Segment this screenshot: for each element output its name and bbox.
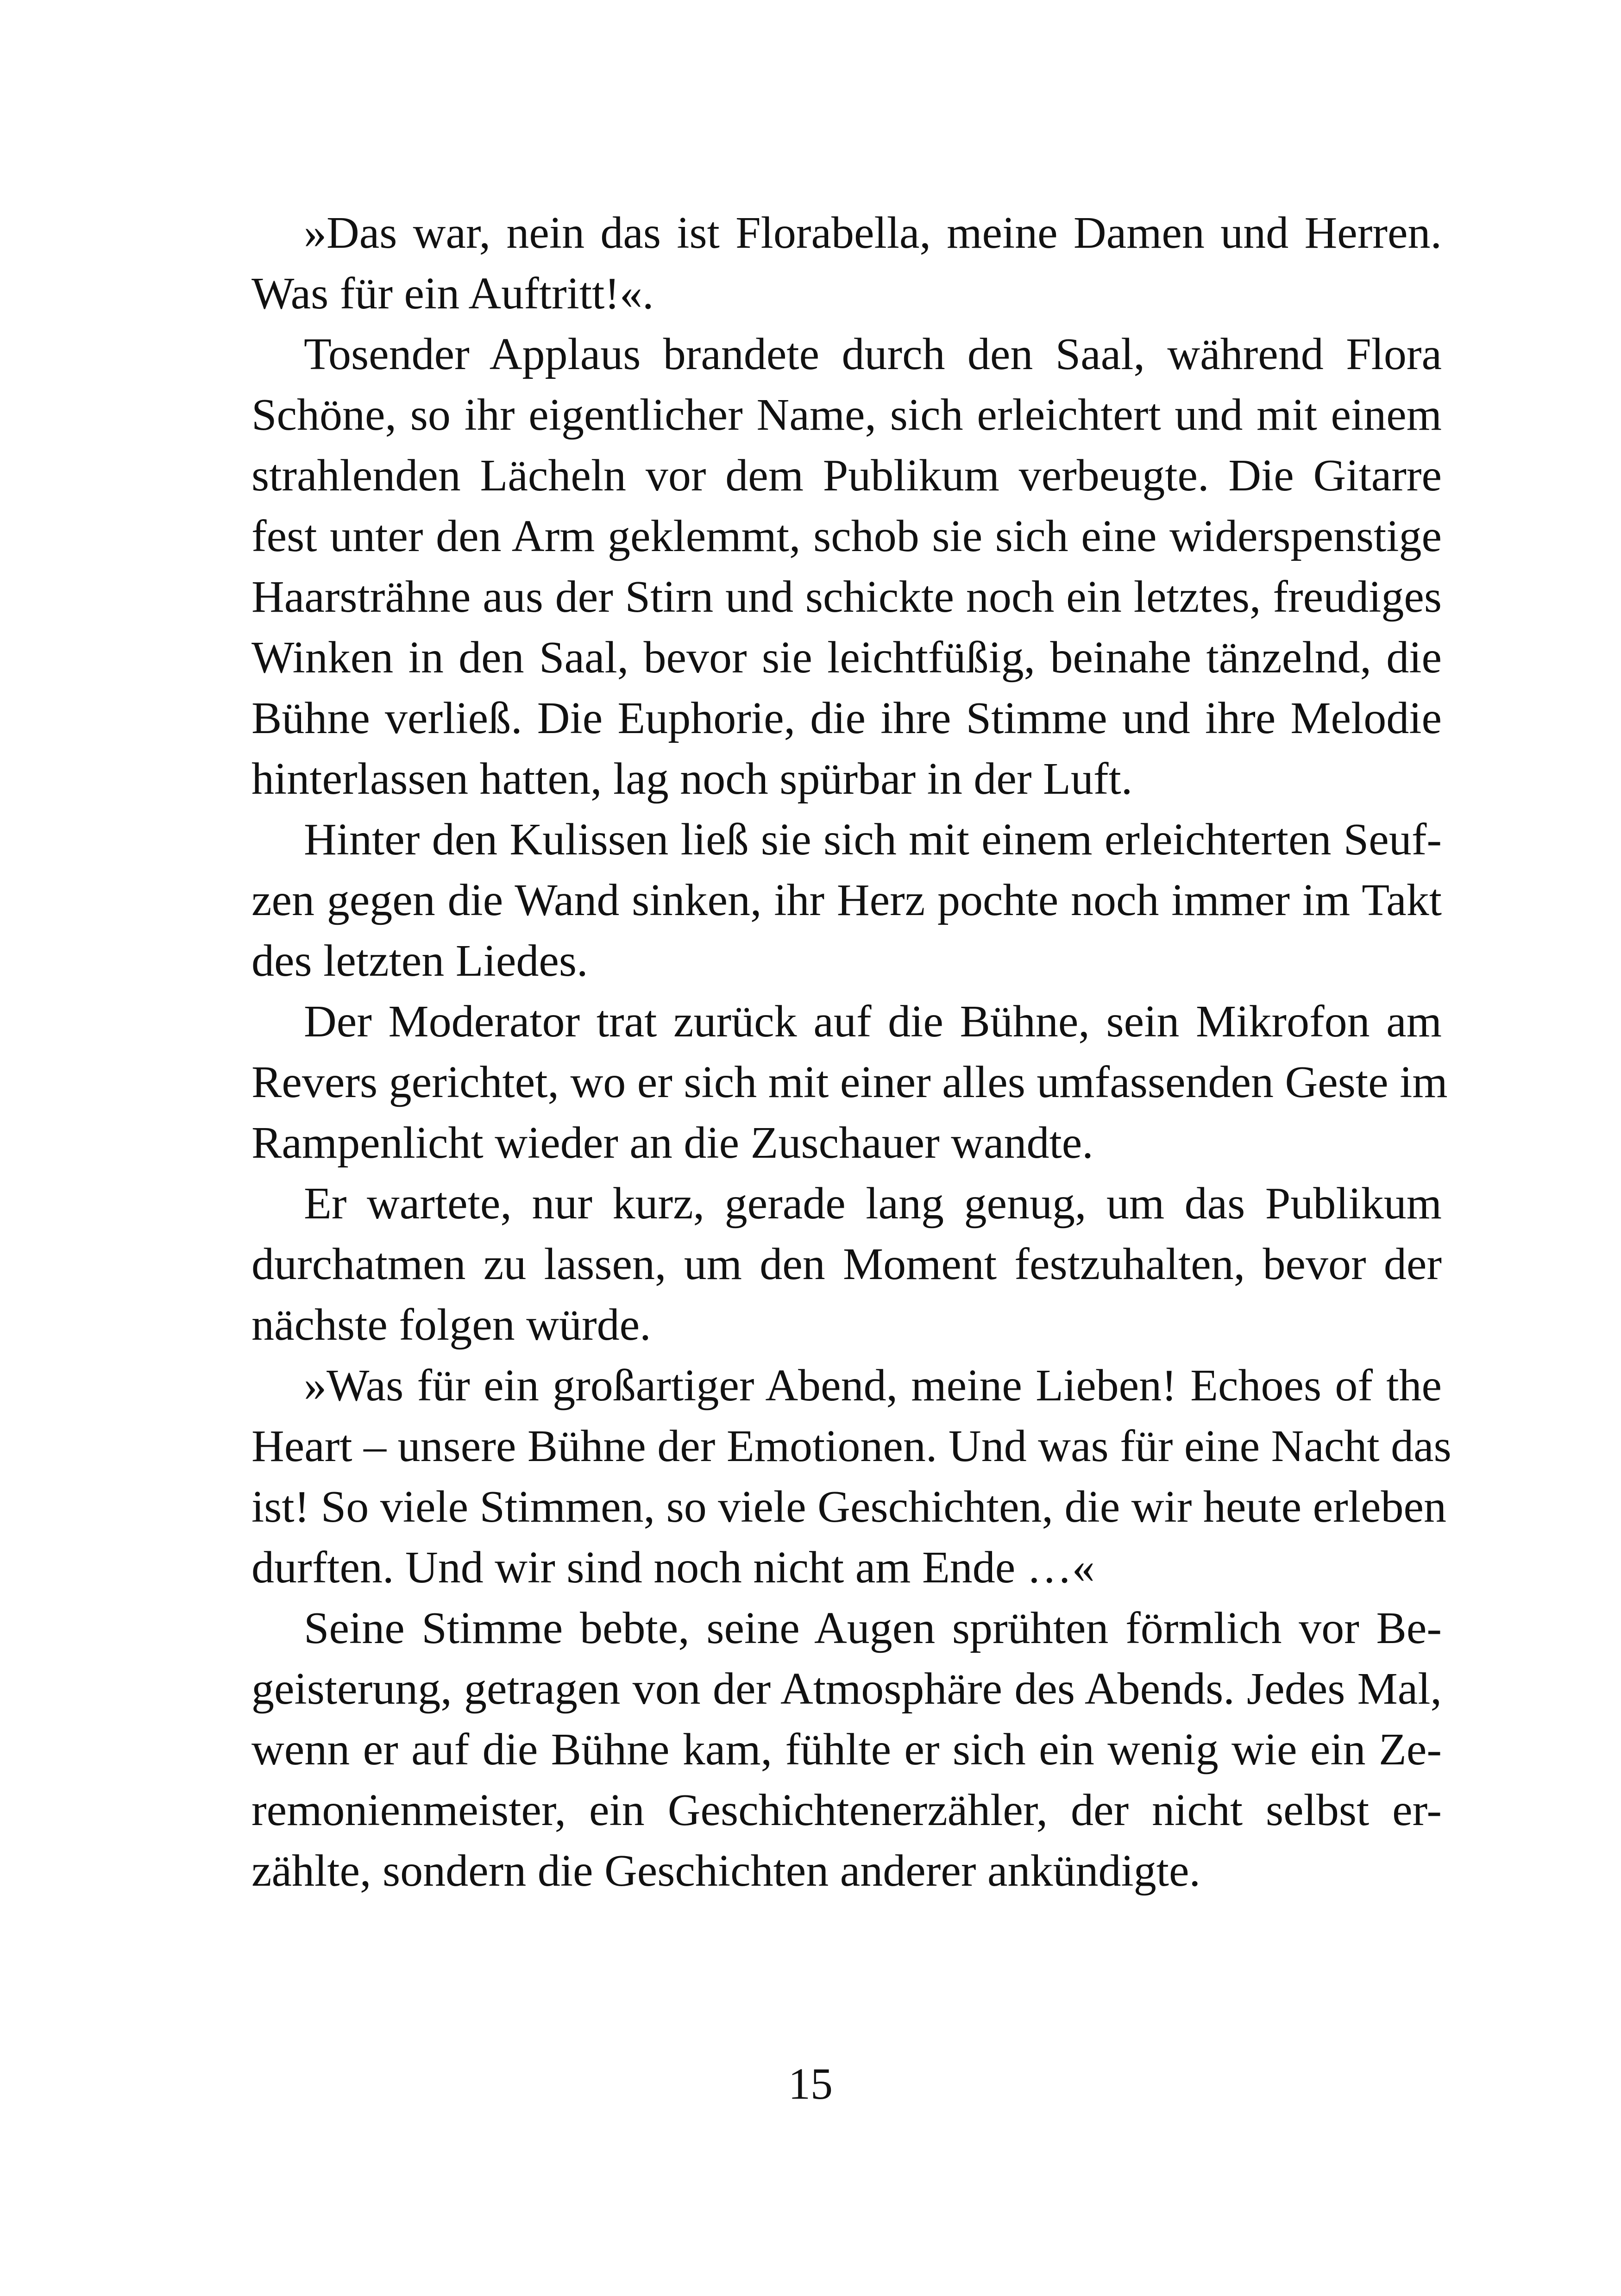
text-line: Bühne verließ. Die Euphorie, die ihre Stimme und ihre Melodie (251, 693, 1442, 743)
text-line: des letzten Liedes. (251, 936, 588, 986)
text-line: Was für ein Auftritt!«. (251, 269, 654, 319)
paragraph (251, 1598, 1442, 1901)
text-line: fest unter den Arm geklemmt, schob sie sich eine widerspenstige (251, 511, 1442, 561)
page-number: 15 (788, 2059, 833, 2108)
text-line: Er wartete, nur kurz, gerade lang genug, um das Publikum (304, 1179, 1442, 1229)
text-line: strahlenden Lächeln vor dem Publikum verbeugte. Die Gitarre (251, 451, 1442, 501)
text-line: ist! So viele Stimmen, so viele Geschichten, die wir heute erleben (251, 1482, 1446, 1532)
text-line: Seine Stimme bebte, seine Augen sprühten förmlich vor Be- (304, 1603, 1442, 1653)
text-line: hinterlassen hatten, lag noch spürbar in der Luft. (251, 754, 1133, 804)
paragraph (251, 809, 1442, 991)
text-line: Hinter den Kulissen ließ sie sich mit einem erleichterten Seuf- (304, 815, 1442, 865)
paragraph (251, 991, 1448, 1173)
text-line: durchatmen zu lassen, um den Moment festzuhalten, bevor der (251, 1239, 1442, 1289)
text-line: Tosender Applaus brandete durch den Saal, während Flora (304, 329, 1442, 379)
text-line: »Was für ein großartiger Abend, meine Lieben! Echoes of the (304, 1361, 1442, 1411)
text-line: Haarsträhne aus der Stirn und schickte noch ein letztes, freudiges (251, 572, 1442, 622)
body-text (251, 203, 1451, 1901)
text-line: Rampenlicht wieder an die Zuschauer wandte. (251, 1118, 1093, 1168)
text-line: Schöne, so ihr eigentlicher Name, sich erleichtert und mit einem (251, 390, 1442, 440)
text-line: Revers gerichtet, wo er sich mit einer alles umfassenden Geste im (251, 1057, 1448, 1107)
text-line: Der Moderator trat zurück auf die Bühne, sein Mikrofon am (304, 997, 1442, 1047)
text-line: Heart – unsere Bühne der Emotionen. Und was für eine Nacht das (251, 1421, 1451, 1471)
text-line: geisterung, getragen von der Atmosphäre des Abends. Jedes Mal, (251, 1664, 1442, 1714)
text-line: zen gegen die Wand sinken, ihr Herz pochte noch immer im Takt (251, 875, 1442, 925)
text-line: wenn er auf die Bühne kam, fühlte er sich ein wenig wie ein Ze- (251, 1725, 1442, 1775)
paragraph (251, 1355, 1451, 1598)
text-line: »Das war, nein das ist Florabella, meine Damen und Herren. (304, 208, 1442, 258)
paragraph (251, 1173, 1442, 1355)
text-line: zählte, sondern die Geschichten anderer ankündigte. (251, 1846, 1201, 1896)
paragraph (251, 324, 1442, 809)
text-line: durften. Und wir sind noch nicht am Ende …« (251, 1543, 1095, 1593)
text-line: Winken in den Saal, bevor sie leichtfüßig, beinahe tänzelnd, die (251, 633, 1442, 683)
text-line: nächste folgen würde. (251, 1300, 651, 1350)
text-line: remonienmeister, ein Geschichtenerzähler, der nicht selbst er- (251, 1785, 1442, 1835)
paragraph (251, 203, 1442, 324)
